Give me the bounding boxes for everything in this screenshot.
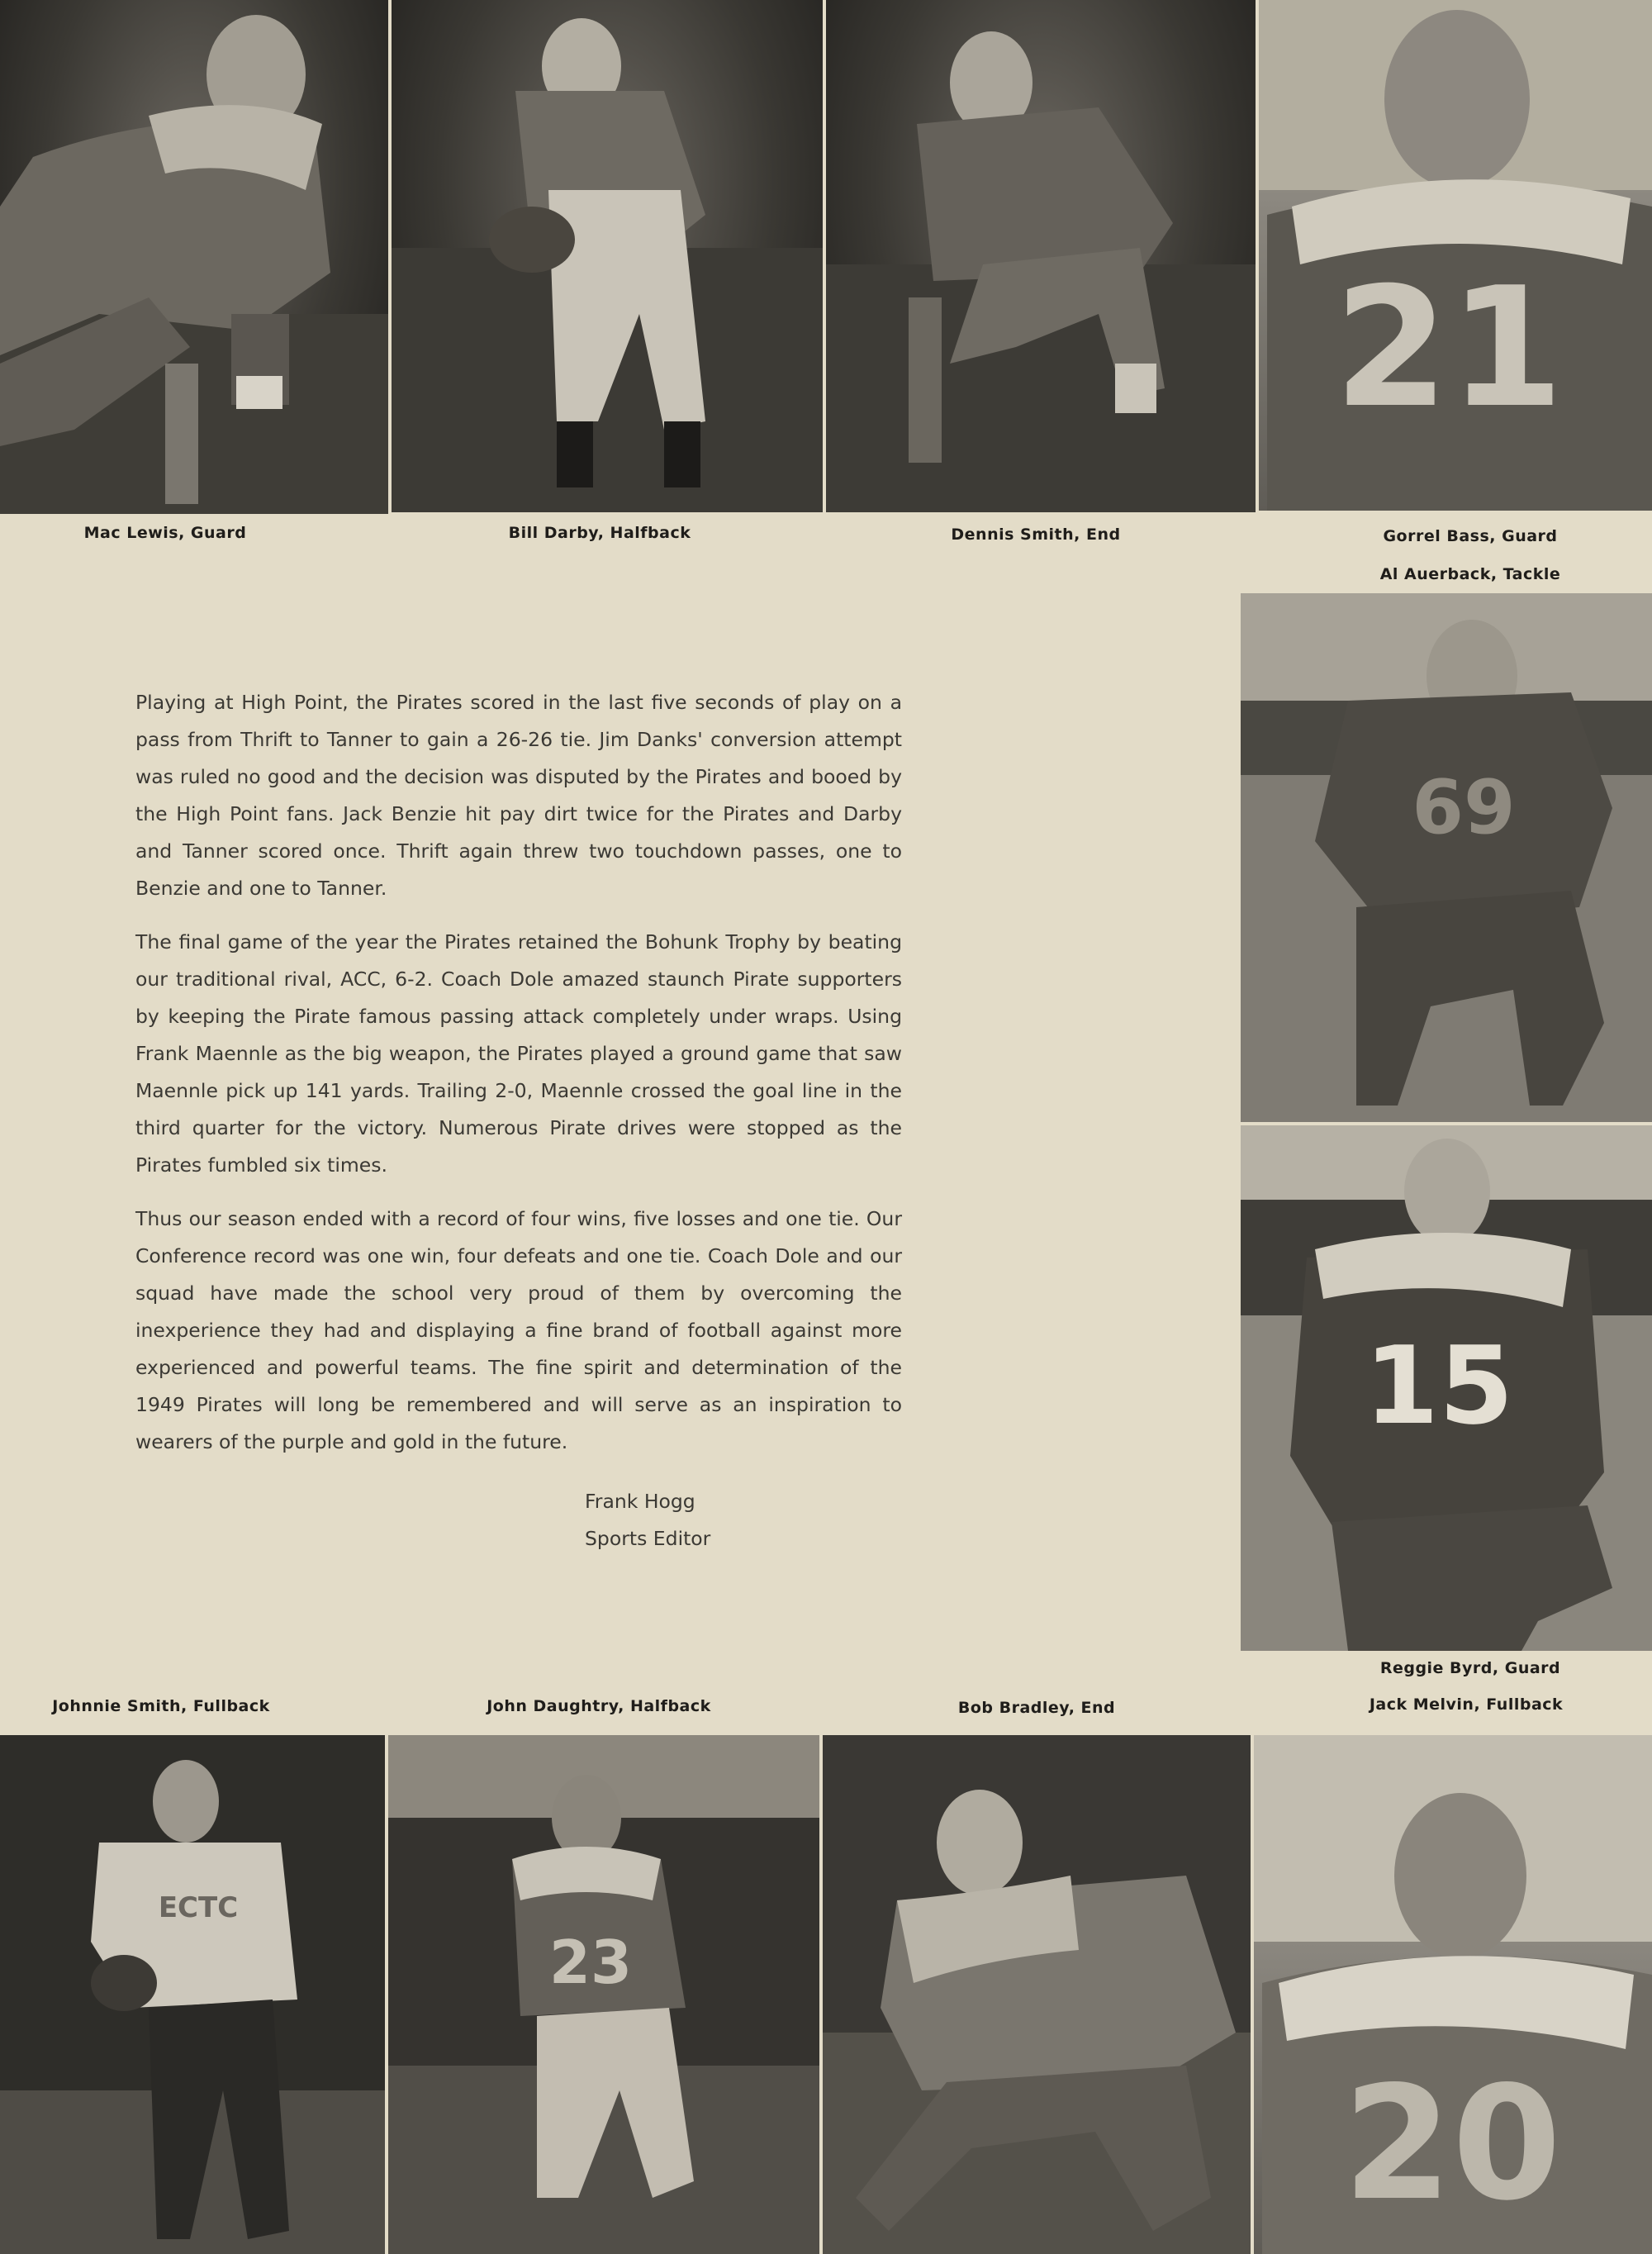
photo-reggie-byrd xyxy=(1241,1125,1652,1651)
jersey-number: 21 xyxy=(1333,252,1564,445)
player-silhouette xyxy=(826,0,1256,512)
author-name: Frank Hogg xyxy=(585,1490,695,1513)
photo-dennis-smith xyxy=(826,0,1256,512)
author-title: Sports Editor xyxy=(585,1527,711,1550)
caption-bob-bradley: Bob Bradley, End xyxy=(957,1699,1116,1717)
photo-al-auerback xyxy=(1241,593,1652,1122)
player-silhouette xyxy=(388,1735,819,2254)
caption-john-daughtry: John Daughtry, Halfback xyxy=(487,1697,711,1715)
caption-bill-darby: Bill Darby, Halfback xyxy=(508,524,691,542)
article-paragraph: The final game of the year the Pirates retained the Bohunk Trophy by beating our traditional rival, ACC, 6-2. Coach Dole amazed staunch Pirate supporters by keeping the Pirate famous passing attack completely under wraps. Using Frank Maennle as the big weapon, the Pirates played a ground game that saw Maennle pick up 141 yards. Trailing 2-0, Maennle crossed the goal line in the third quarter for the victory. Numerous Pirate drives were stopped as the Pirates fumbled six times. xyxy=(135,930,902,1177)
photo-mac-lewis xyxy=(0,0,388,514)
photo-jack-melvin xyxy=(1254,1735,1652,2254)
photo-john-daughtry xyxy=(388,1735,819,2254)
player-silhouette xyxy=(0,0,388,514)
player-silhouette xyxy=(1241,1125,1652,1651)
jersey-lettering: ECTC xyxy=(158,1891,239,1924)
caption-al-auerback: Al Auerback, Tackle xyxy=(1379,565,1561,583)
photo-bob-bradley xyxy=(823,1735,1251,2254)
article-paragraph: Playing at High Point, the Pirates scored in the last five seconds of play on a pass from Thrift to Tanner to gain a 26-26 tie. Jim Danks' conversion attempt was ruled no good and the decision was disputed by the Pirates and booed by the High Point fans. Jack Benzie hit pay dirt twice for the Pirates and Darby and Tanner scored once. Thrift again threw two touchdown passes, one to Benzie and one to Tanner. xyxy=(135,691,902,900)
photo-bill-darby xyxy=(392,0,823,512)
article-body xyxy=(135,684,902,1477)
player-silhouette xyxy=(1241,593,1652,1122)
jersey-number: 69 xyxy=(1412,764,1516,851)
jersey-number: 15 xyxy=(1364,1323,1514,1448)
caption-gorrel-bass: Gorrel Bass, Guard xyxy=(1383,527,1558,545)
player-silhouette xyxy=(1254,1735,1652,2254)
photo-gorrel-bass xyxy=(1259,0,1652,511)
caption-jack-melvin: Jack Melvin, Fullback xyxy=(1369,1695,1564,1714)
article-signature xyxy=(585,1483,710,1557)
photo-johnnie-smith xyxy=(0,1735,385,2254)
caption-dennis-smith: Dennis Smith, End xyxy=(951,525,1121,544)
jersey-number: 23 xyxy=(548,1928,633,1997)
caption-reggie-byrd: Reggie Byrd, Guard xyxy=(1379,1659,1561,1677)
caption-mac-lewis: Mac Lewis, Guard xyxy=(83,524,247,542)
player-silhouette xyxy=(0,1735,385,2254)
article-paragraph: Thus our season ended with a record of four wins, five losses and one tie. Our Conference record was one win, four defeats and one tie. Coach Dole and our squad have made the school very proud of them by overcoming the inexperience they had and displaying a fine brand of football against more experienced and powerful teams. The fine spirit and determination of the 1949 Pirates will long be remembered and will serve as an inspiration to wearers of the purple and gold in the future. xyxy=(135,1207,902,1453)
player-silhouette xyxy=(392,0,823,512)
player-silhouette xyxy=(823,1735,1251,2254)
jersey-number: 20 xyxy=(1342,2052,1562,2235)
caption-johnnie-smith: Johnnie Smith, Fullback xyxy=(52,1697,270,1715)
player-silhouette xyxy=(1259,0,1652,511)
